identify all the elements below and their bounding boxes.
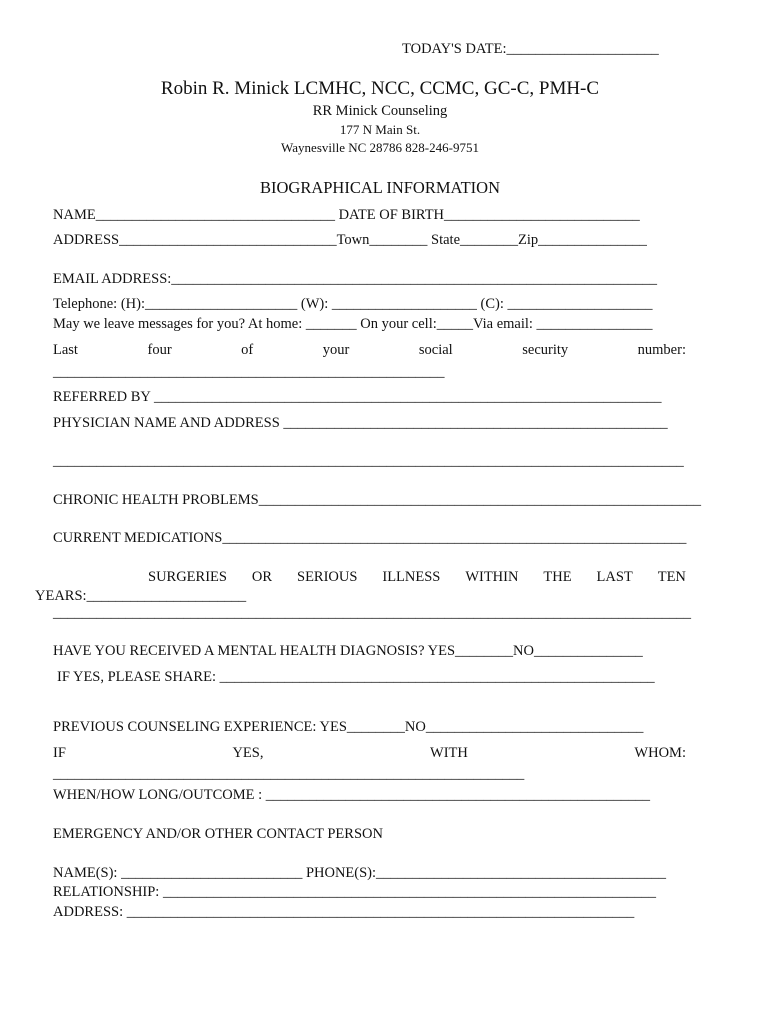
justified-word: LAST: [596, 569, 633, 585]
email-field[interactable]: EMAIL ADDRESS:___________________________________________________________________: [53, 271, 658, 287]
emergency-heading: EMERGENCY AND/OR OTHER CONTACT PERSON: [53, 826, 383, 842]
justified-word: SURGERIES: [148, 569, 227, 585]
when-how-field[interactable]: WHEN/HOW LONG/OUTCOME : _____________________________________________________: [53, 787, 651, 803]
physician-field[interactable]: PHYSICIAN NAME AND ADDRESS _____________________________________________________: [53, 415, 668, 431]
justified-word: ILLNESS: [382, 569, 441, 585]
justified-word: your: [322, 342, 350, 358]
justified-word: OR: [251, 569, 273, 585]
counseling-field[interactable]: PREVIOUS COUNSELING EXPERIENCE: YES________NO______________________________: [53, 719, 644, 735]
justified-word: THE: [543, 569, 572, 585]
justified-word: number:: [637, 342, 686, 358]
surgeries-years-field[interactable]: YEARS:______________________: [35, 588, 247, 604]
justified-word: YES,: [232, 745, 264, 761]
name-dob-field[interactable]: NAME_________________________________ DATE OF BIRTH___________________________: [53, 207, 640, 223]
surgeries-label: [148, 568, 686, 586]
justified-word: IF: [53, 745, 66, 761]
justified-word: Last: [53, 342, 78, 358]
justified-word: social: [418, 342, 453, 358]
contact-name-phone-field[interactable]: NAME(S): _________________________ PHONE(S):________________________________________: [53, 865, 667, 881]
justified-word: security: [522, 342, 569, 358]
justified-word: WITHIN: [465, 569, 519, 585]
ssn-field[interactable]: ______________________________________________________: [53, 364, 445, 380]
diagnosis-field[interactable]: HAVE YOU RECEIVED A MENTAL HEALTH DIAGNOSIS? YES________NO_______________: [53, 643, 643, 659]
chronic-problems-field[interactable]: CHRONIC HEALTH PROBLEMS_____________________________________________________________: [53, 492, 701, 508]
whom-label: [53, 744, 686, 762]
diagnosis-share-field[interactable]: IF YES, PLEASE SHARE: ____________________________________________________________: [57, 669, 655, 685]
justified-word: TEN: [657, 569, 686, 585]
address-field[interactable]: ADDRESS______________________________Town________ State________Zip_______________: [53, 232, 647, 248]
practice-street: 177 N Main St.: [339, 122, 421, 137]
justified-word: SERIOUS: [297, 569, 358, 585]
messages-field[interactable]: May we leave messages for you? At home: _______ On your cell:_____Via email: ________________: [53, 316, 653, 332]
physician-second-line[interactable]: _______________________________________________________________________________________: [53, 453, 684, 469]
justified-word: four: [147, 342, 172, 358]
todays-date[interactable]: TODAY'S DATE:_____________________: [402, 41, 659, 57]
practitioner-name: Robin R. Minick LCMHC, NCC, CCMC, GC-C, PMH-C: [160, 78, 600, 99]
justified-word: WHOM:: [634, 745, 686, 761]
surgeries-second-line[interactable]: ________________________________________________________________________________________: [53, 605, 691, 621]
referred-by-field[interactable]: REFERRED BY ______________________________________________________________________: [53, 389, 662, 405]
justified-word: of: [241, 342, 254, 358]
justified-word: WITH: [430, 745, 468, 761]
telephone-field[interactable]: Telephone: (H):_____________________ (W): ____________________ (C): ____________________: [53, 296, 653, 312]
practice-name: RR Minick Counseling: [312, 103, 448, 119]
medications-field[interactable]: CURRENT MEDICATIONS________________________________________________________________: [53, 530, 687, 546]
whom-field[interactable]: _________________________________________________________________: [53, 766, 525, 782]
relationship-field[interactable]: RELATIONSHIP: ____________________________________________________________________: [53, 884, 656, 900]
form-title: BIOGRAPHICAL INFORMATION: [259, 179, 501, 197]
contact-address-field[interactable]: ADDRESS: ______________________________________________________________________: [53, 904, 635, 920]
ssn-label: [53, 341, 686, 359]
practice-city-phone: Waynesville NC 28786 828-246-9751: [281, 140, 479, 155]
